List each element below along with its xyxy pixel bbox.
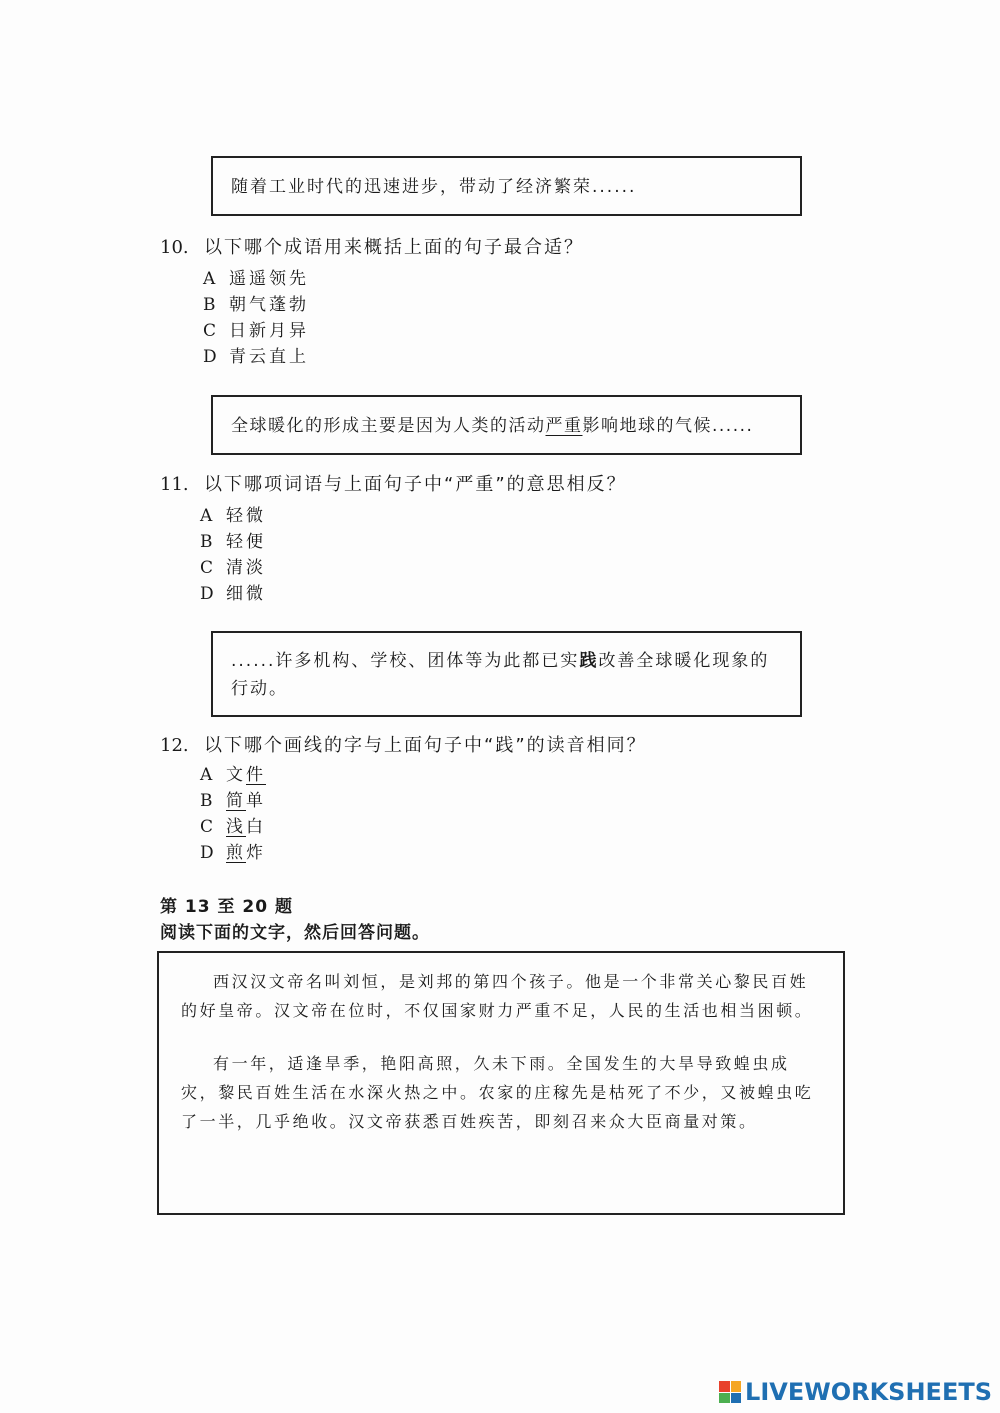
q11-option-d[interactable]: D 细微 xyxy=(200,584,266,604)
q10-option-b[interactable]: B 朝气蓬勃 xyxy=(203,295,309,315)
liveworksheets-logo-icon xyxy=(719,1381,741,1403)
q12-bold-character: 践 xyxy=(579,651,599,671)
passage-paragraph-2: 有一年，适逢旱季，艳阳高照，久未下雨。全国发生的大旱导致蝗虫成灾，黎民百姓生活在水深火热之中。农家的庄稼先是枯死了不少，又被蝗虫吃了一半，几乎绝收。汉文帝获悉百姓疾苦，即刻召来众大臣商量对策。 xyxy=(181,1054,814,1131)
q10-number: 10. xyxy=(160,237,189,258)
q12-context-line-1: ......许多机构、学校、团体等为此都已实践改善全球暖化现象的 xyxy=(231,651,770,671)
q10-option-a[interactable]: A 遥遥领先 xyxy=(203,269,309,289)
q10-options xyxy=(203,266,309,370)
passage-paragraph-1: 西汉汉文帝名叫刘恒，是刘邦的第四个孩子。他是一个非常关心黎民百姓的好皇帝。汉文帝在位时，不仅国家财力严重不足，人民的生活也相当困顿。 xyxy=(181,972,814,1020)
q12-option-b[interactable]: B 简单 xyxy=(200,791,266,811)
q11-question-text: 以下哪项词语与上面句子中“严重”的意思相反？ xyxy=(204,474,627,495)
q12-option-d[interactable]: D 煎炸 xyxy=(200,843,266,863)
q11-question xyxy=(160,470,627,496)
section-title: 第 13 至 20 题 xyxy=(160,897,293,917)
q12-option-a[interactable]: A 文件 xyxy=(200,765,266,785)
q12-options xyxy=(200,762,266,866)
q11-option-a[interactable]: A 轻微 xyxy=(200,506,266,526)
q12-context-box xyxy=(211,631,802,717)
reading-passage xyxy=(157,951,845,1215)
q12-number: 12. xyxy=(160,735,189,756)
q12-option-c[interactable]: C 浅白 xyxy=(200,817,266,837)
q11-option-b[interactable]: B 轻便 xyxy=(200,532,266,552)
q11-context-text: 全球暖化的形成主要是因为人类的活动严重影响地球的气候...... xyxy=(231,416,754,436)
q10-option-d[interactable]: D 青云直上 xyxy=(203,347,309,367)
q11-underlined-word: 严重 xyxy=(545,416,583,436)
q12-question-text: 以下哪个画线的字与上面句子中“践”的读音相同？ xyxy=(204,735,647,756)
q10-context-text: 随着工业时代的迅速进步，带动了经济繁荣...... xyxy=(231,177,637,197)
q11-option-c[interactable]: C 清淡 xyxy=(200,558,266,578)
q10-context-box xyxy=(211,156,802,216)
q12-context-line-2: 行动。 xyxy=(231,679,288,699)
section-instruction: 阅读下面的文字，然后回答问题。 xyxy=(160,923,430,943)
liveworksheets-logo xyxy=(719,1377,992,1407)
q12-question xyxy=(160,731,647,757)
q11-number: 11. xyxy=(160,474,189,495)
q10-question-text: 以下哪个成语用来概括上面的句子最合适？ xyxy=(204,237,584,258)
q11-options xyxy=(200,503,266,607)
q10-option-c[interactable]: C 日新月异 xyxy=(203,321,309,341)
liveworksheets-logo-text: LIVEWORKSHEETS xyxy=(745,1378,992,1406)
q10-question xyxy=(160,233,584,259)
q11-context-box xyxy=(211,395,802,455)
